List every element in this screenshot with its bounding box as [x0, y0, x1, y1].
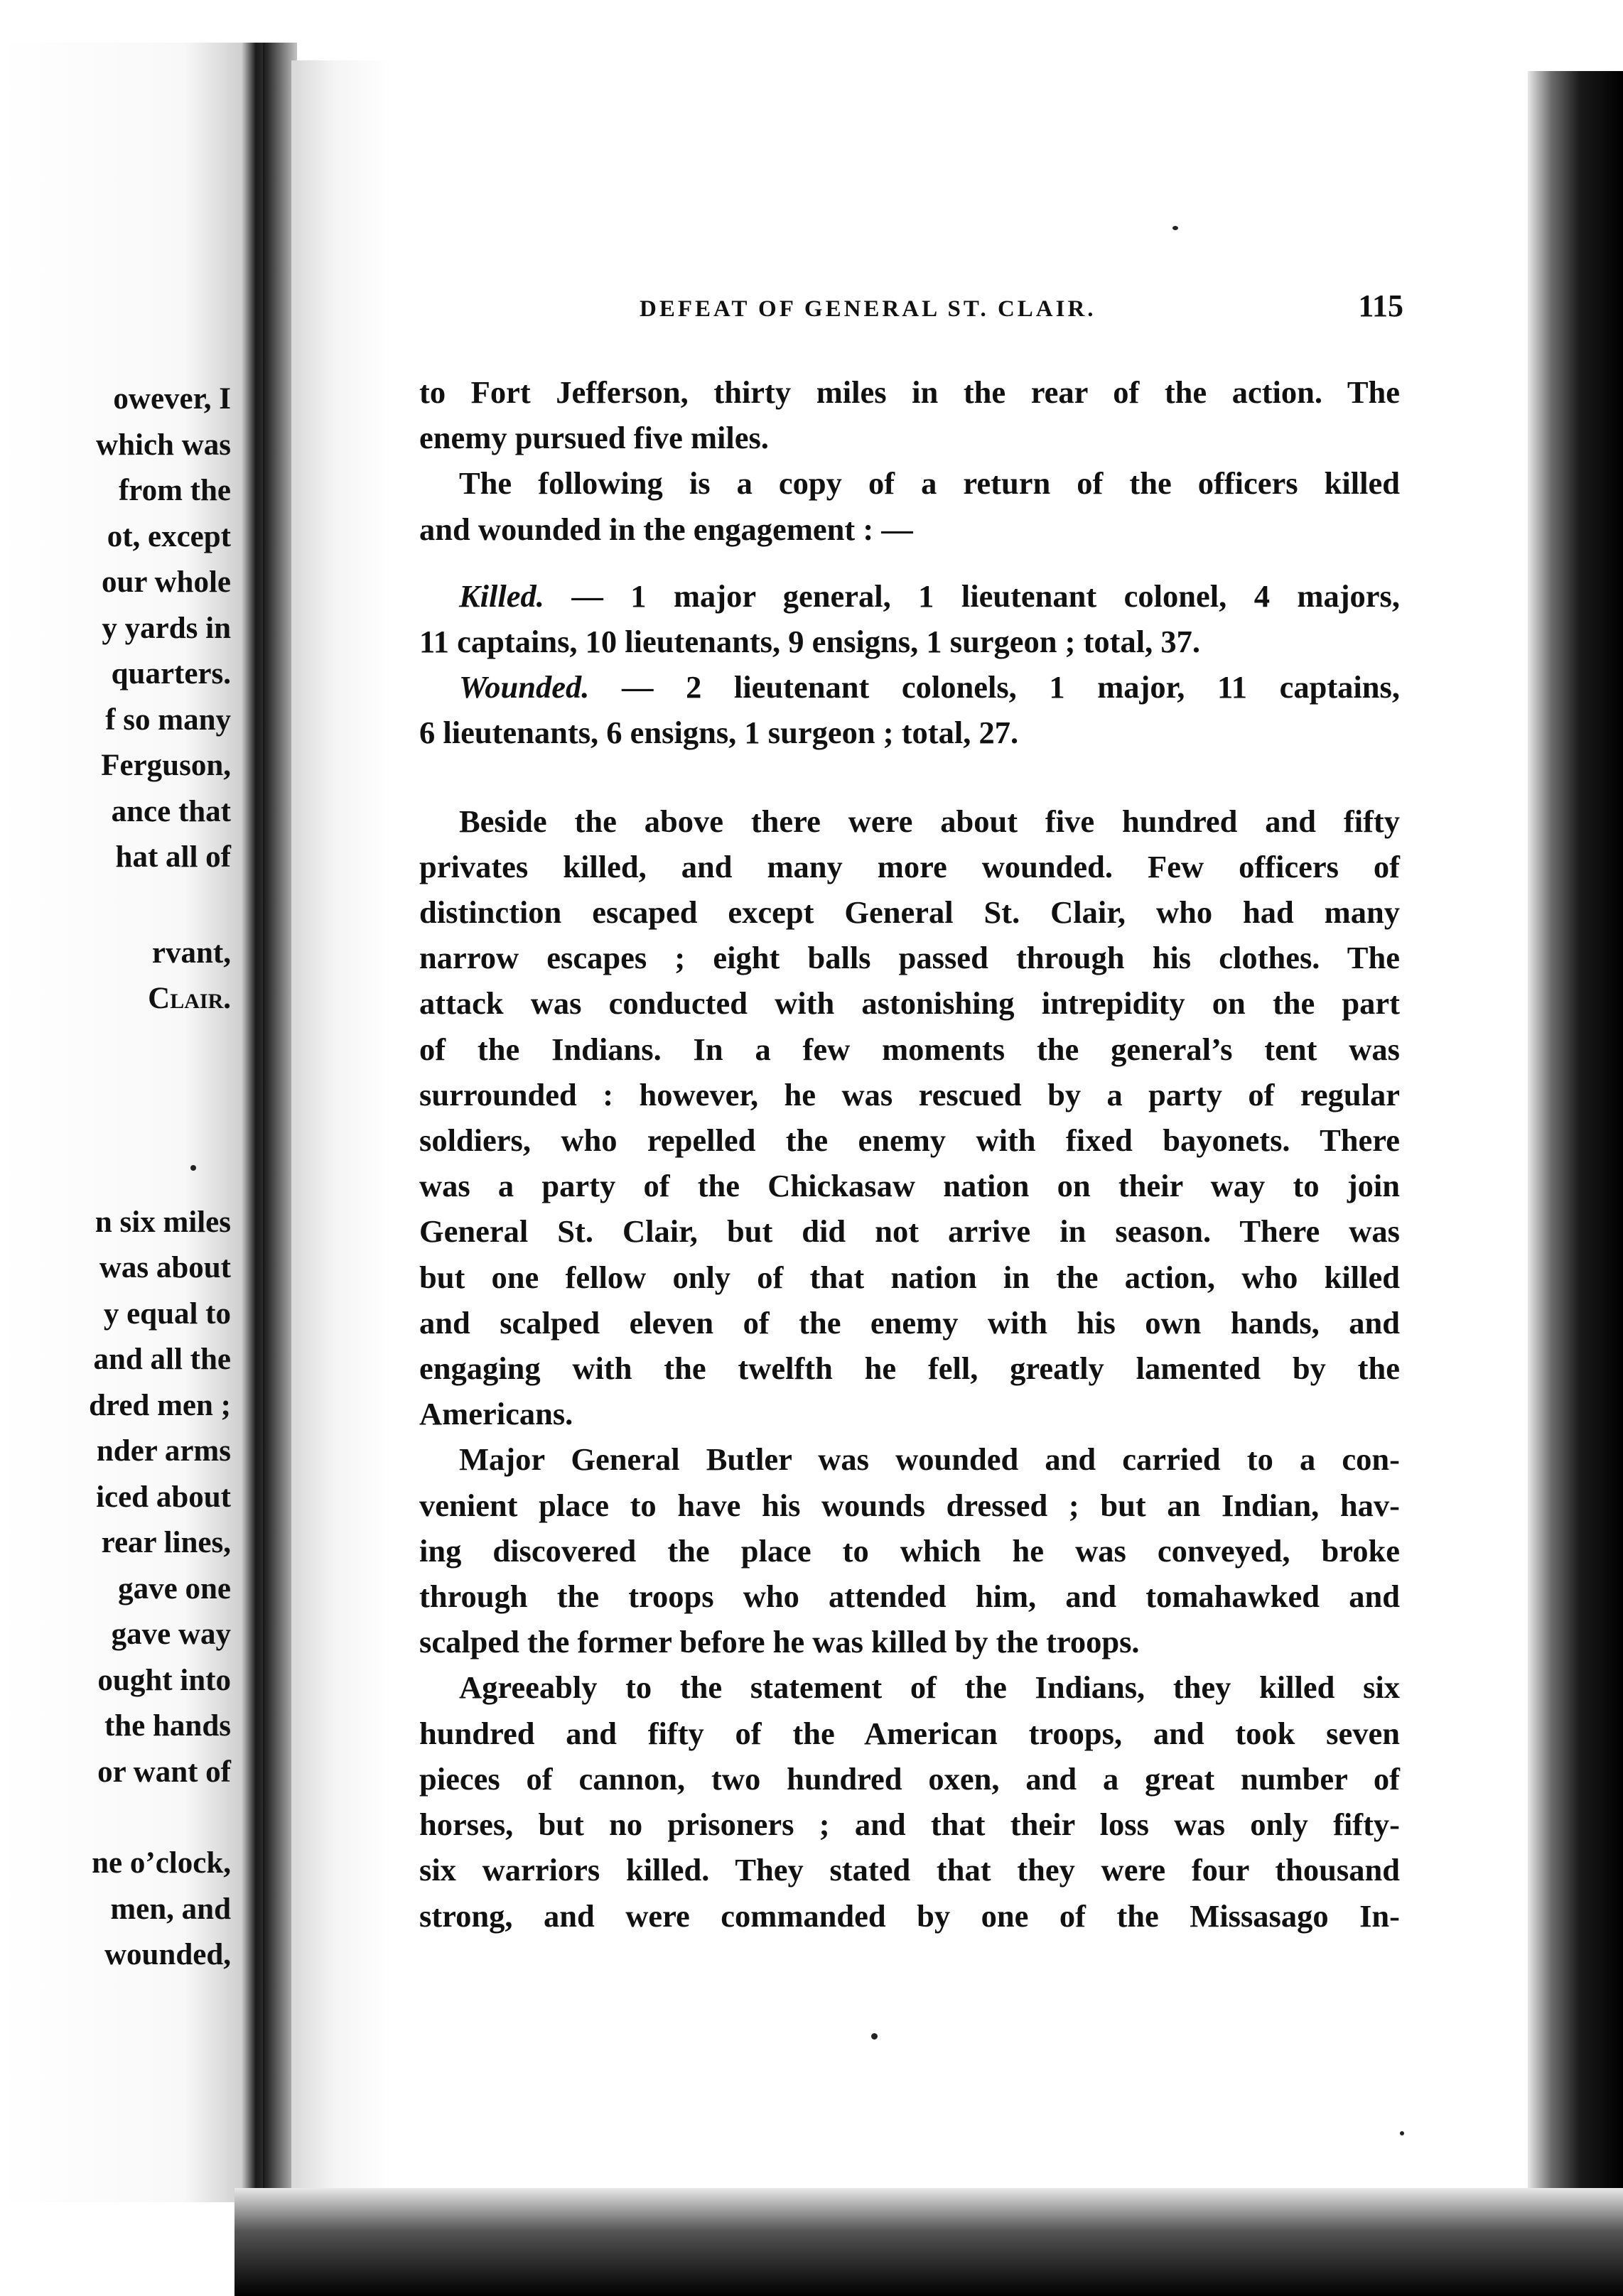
body-line: was a party of the Chickasaw nation on their way to join	[419, 1168, 1400, 1204]
body-line: of the Indians. In a few moments the general’s tent was	[419, 1031, 1400, 1067]
left-line: wounded,	[104, 1938, 231, 1971]
left-line: ance that	[111, 794, 231, 828]
body-line: enemy pursued five miles.	[419, 420, 769, 456]
left-line: the hands	[104, 1709, 231, 1743]
killed-label: Killed.	[459, 578, 544, 614]
body-line: soldiers, who repelled the enemy with fixed bayonets. There	[419, 1122, 1400, 1159]
running-title: DEFEAT OF GENERAL ST. CLAIR.	[640, 296, 1096, 322]
left-page-text	[89, 377, 231, 1978]
left-line: or want of	[97, 1755, 231, 1789]
left-line: quarters.	[111, 657, 231, 691]
body-line: strong, and were commanded by one of the Missasago In-	[419, 1897, 1400, 1934]
left-line: and all the	[93, 1343, 231, 1376]
body-line: 11 captains, 10 lieutenants, 9 ensigns, 1 surgeon ; total, 37.	[419, 624, 1200, 660]
left-line: which was	[96, 428, 231, 462]
left-line: from the	[118, 474, 231, 507]
left-line: rvant,	[151, 936, 231, 970]
right-page-edge-shadow	[1528, 71, 1623, 2296]
bottom-page-edge-shadow	[234, 2188, 1623, 2296]
left-page-fragment	[0, 43, 263, 2202]
left-line: ne o’clock,	[92, 1846, 231, 1880]
left-line: ot, except	[107, 519, 231, 553]
left-line: men, and	[110, 1892, 231, 1926]
body-line: 6 lieutenants, 6 ensigns, 1 surgeon ; total, 27.	[419, 715, 1019, 751]
body-line: Agreeably to the statement of the Indians, they killed six	[459, 1669, 1400, 1706]
body-line: and scalped eleven of the enemy with his own hands, and	[419, 1304, 1400, 1341]
body-line: General St. Clair, but did not arrive in season. There was	[419, 1213, 1400, 1250]
wounded-text: — 2 lieutenant colonels, 1 major, 11 captains,	[589, 669, 1400, 705]
wounded-label: Wounded.	[459, 669, 590, 705]
left-line: our whole	[102, 565, 231, 599]
wounded-line	[419, 664, 1400, 710]
body-line: pieces of cannon, two hundred oxen, and a great number of	[419, 1760, 1400, 1797]
left-line: ought into	[97, 1663, 231, 1697]
body-line: hundred and fifty of the American troops, and took seven	[419, 1715, 1400, 1751]
body-line: Beside the above there were about five hundred and fifty	[459, 803, 1400, 839]
body-line: scalped the former before he was killed by the troops.	[419, 1624, 1140, 1660]
body-line: distinction escaped except General St. Clair, who had many	[419, 894, 1400, 931]
page-number: 115	[1358, 288, 1403, 323]
body-line: surrounded : however, he was rescued by a party of regular	[419, 1076, 1400, 1112]
scan-speck	[871, 2033, 878, 2040]
left-line: Clair.	[148, 982, 231, 1015]
body-line: engaging with the twelfth he fell, greatly lamented by the	[419, 1350, 1400, 1387]
left-line: nder arms	[96, 1434, 231, 1468]
body-line: through the troops who attended him, and tomahawked and	[419, 1578, 1400, 1615]
body-line: The following is a copy of a return of the officers killed	[459, 465, 1400, 502]
left-line: Ferguson,	[101, 749, 231, 782]
body-line: Major General Butler was wounded and carried to a con-	[459, 1441, 1400, 1478]
page-body	[419, 369, 1400, 1939]
left-line: y yards in	[102, 611, 231, 645]
body-line: narrow escapes ; eight balls passed through his clothes. The	[419, 940, 1400, 976]
left-line: was about	[99, 1251, 231, 1284]
body-line: to Fort Jefferson, thirty miles in the rear of the action. The	[419, 374, 1400, 410]
left-line: rear lines,	[101, 1526, 231, 1559]
scan-speck	[1172, 226, 1178, 230]
left-line: y equal to	[103, 1296, 231, 1331]
left-line: gave way	[111, 1618, 231, 1651]
left-line: dred men ;	[89, 1388, 231, 1422]
body-line: six warriors killed. They stated that they were four thousand	[419, 1852, 1400, 1888]
scan-speck	[1400, 2131, 1404, 2135]
body-line: privates killed, and many more wounded. Few officers of	[419, 848, 1400, 884]
killed-text: — 1 major general, 1 lieutenant colonel, 4 majors,	[544, 578, 1400, 614]
left-line: f so many	[105, 703, 231, 737]
scan-speck	[190, 1165, 196, 1171]
left-line: hat all of	[115, 840, 231, 874]
body-line: and wounded in the engagement : —	[419, 511, 913, 547]
left-line: owever, I	[113, 382, 231, 416]
body-line: ing discovered the place to which he was conveyed, broke	[419, 1532, 1400, 1569]
body-line: venient place to have his wounds dressed ; but an Indian, hav-	[419, 1487, 1400, 1523]
left-line: n six miles	[95, 1205, 231, 1239]
left-line: gave one	[118, 1571, 231, 1605]
body-line: but one fellow only of that nation in the action, who killed	[419, 1259, 1400, 1295]
left-line: iced about	[96, 1480, 231, 1514]
body-line: Americans.	[419, 1396, 573, 1432]
body-line: attack was conducted with astonishing intrepidity on the part	[419, 985, 1400, 1022]
body-line: horses, but no prisoners ; and that their loss was only fifty-	[419, 1807, 1400, 1843]
killed-line	[419, 573, 1400, 619]
running-head	[640, 288, 1403, 324]
